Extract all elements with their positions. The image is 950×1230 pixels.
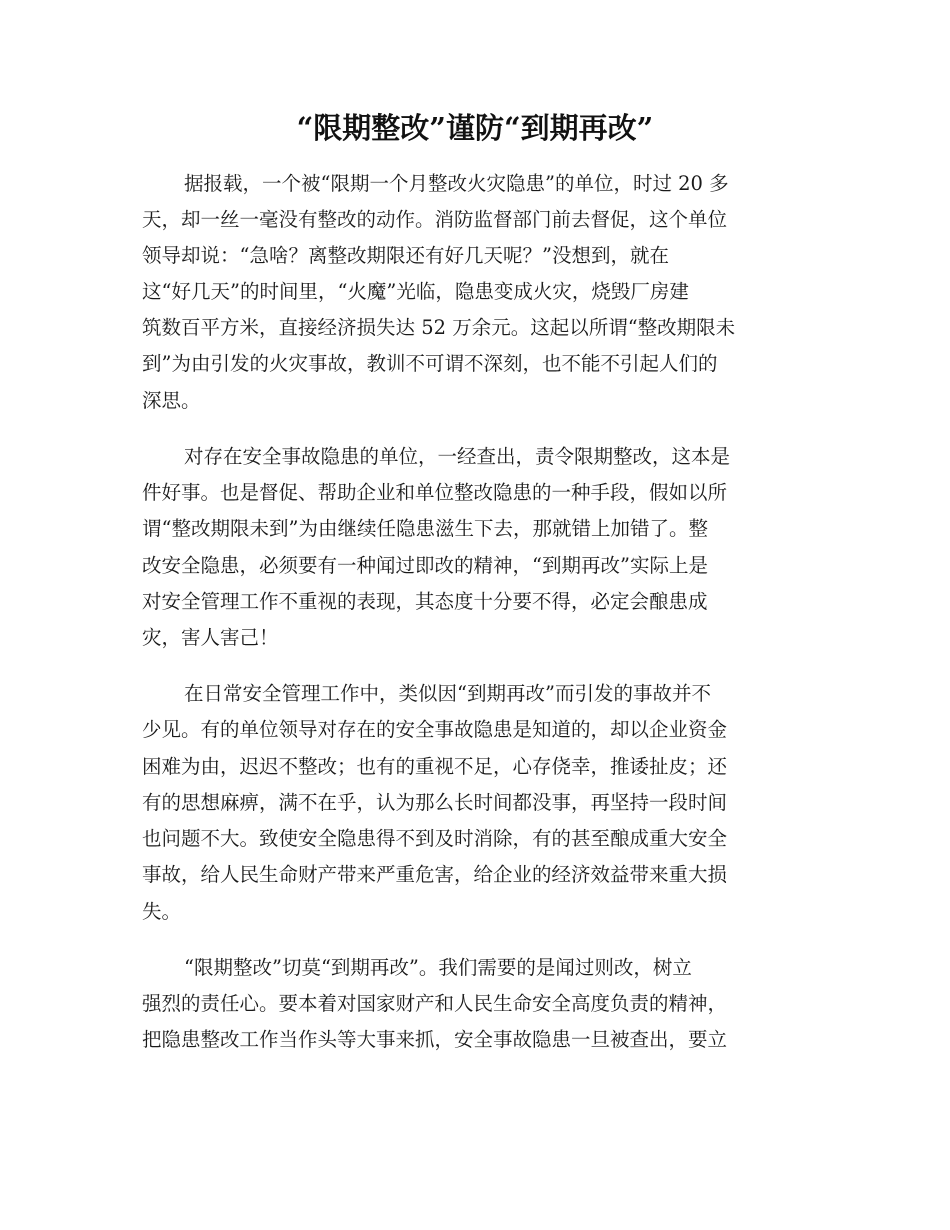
paragraph-4-line: 强烈的责任心。要本着对国家财产和人民生命安全高度负责的精神， bbox=[142, 992, 728, 1015]
paragraph-2-line: 对存在安全事故隐患的单位，一经查出，责令限期整改，这本是 bbox=[184, 445, 731, 468]
paragraph-3-line: 也问题不大。致使安全隐患得不到及时消除，有的甚至酿成重大安全 bbox=[142, 827, 728, 850]
paragraph-2-line: 件好事。也是督促、帮助企业和单位整改隐患的一种手段，假如以所 bbox=[142, 481, 728, 504]
paragraph-2-line: 灾，害人害己！ bbox=[142, 626, 279, 649]
paragraph-3-line: 在日常安全管理工作中，类似因“到期再改”而引发的事故并不 bbox=[184, 682, 711, 705]
document-title: “限期整改”谨防“到期再改” bbox=[296, 111, 654, 145]
paragraph-3-line: 失。 bbox=[142, 900, 182, 923]
paragraph-1-line: 据报载，一个被“限期一个月整改火灾隐患”的单位，时过 20 多 bbox=[184, 172, 729, 195]
paragraph-4-line: “限期整改”切莫“到期再改”。我们需要的是闻过则改，树立 bbox=[184, 956, 692, 979]
paragraph-3-line: 困难为由，迟迟不整改；也有的重视不足，心存侥幸，推诿扯皮；还 bbox=[142, 755, 728, 778]
paragraph-1-line: 筑数百平方米，直接经济损失达 52 万余元。这起以所谓“整改期限未 bbox=[142, 316, 736, 339]
paragraph-2-line: 改安全隐患，必须要有一种闻过即改的精神，“到期再改”实际上是 bbox=[142, 554, 708, 577]
paragraph-3-line: 少见。有的单位领导对存在的安全事故隐患是知道的，却以企业资金 bbox=[142, 718, 728, 741]
paragraph-1-line: 深思。 bbox=[142, 389, 201, 412]
paragraph-3-line: 事故，给人民生命财产带来严重危害，给企业的经济效益带来重大损 bbox=[142, 863, 728, 886]
paragraph-1-line: 这“好几天”的时间里，“火魔”光临，隐患变成火灾，烧毁厂房建 bbox=[142, 280, 689, 303]
paragraph-1-line: 天，却一丝一毫没有整改的动作。消防监督部门前去督促，这个单位 bbox=[142, 208, 728, 231]
paragraph-2-line: 对安全管理工作不重视的表现，其态度十分要不得，必定会酿患成 bbox=[142, 590, 708, 613]
paragraph-3-line: 有的思想麻痹，满不在乎，认为那么长时间都没事，再坚持一段时间 bbox=[142, 791, 728, 814]
paragraph-1-line: 到”为由引发的火灾事故，教训不可谓不深刻，也不能不引起人们的 bbox=[142, 352, 718, 375]
paragraph-4-line: 把隐患整改工作当作头等大事来抓，安全事故隐患一旦被查出，要立 bbox=[142, 1028, 728, 1051]
paragraph-1-line: 领导却说：“急啥？离整改期限还有好几天呢？”没想到，就在 bbox=[142, 244, 669, 267]
paragraph-2-line: 谓“整改期限未到”为由继续任隐患滋生下去，那就错上加错了。整 bbox=[142, 517, 708, 540]
